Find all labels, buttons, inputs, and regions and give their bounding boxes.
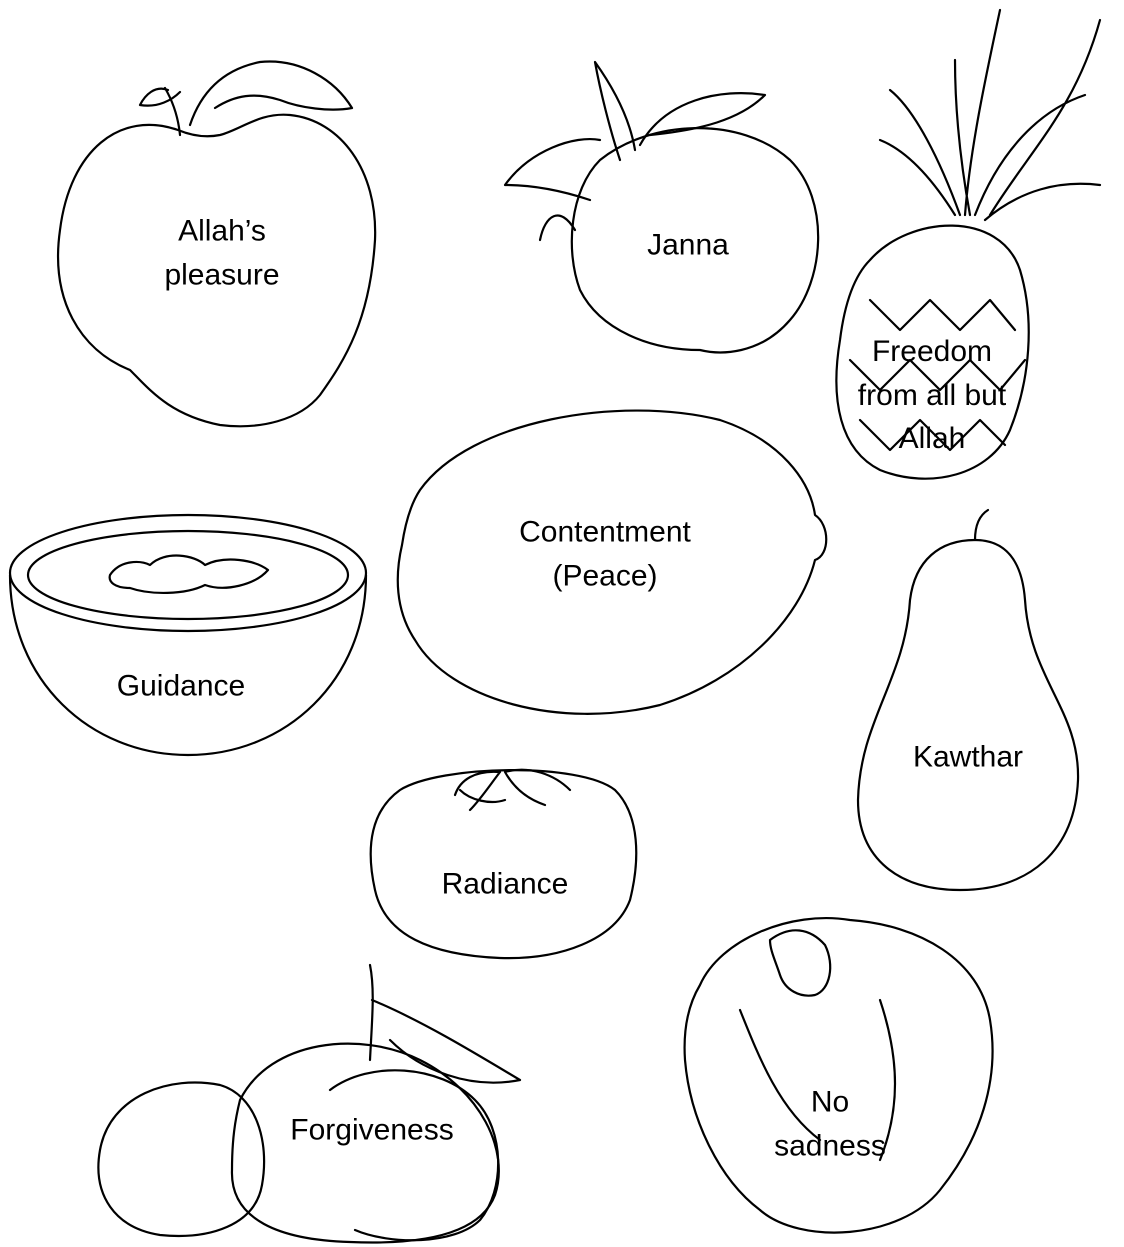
half-melon-label: Guidance xyxy=(116,669,246,703)
orange-outline xyxy=(505,62,818,352)
half-melon-outline xyxy=(10,515,366,755)
lemon-label: Contentment (Peace) xyxy=(519,515,691,592)
orange-label: Janna xyxy=(647,228,729,262)
tomato-label: Radiance xyxy=(441,867,569,901)
plums-outline xyxy=(98,965,520,1242)
pepper-outline xyxy=(685,918,993,1232)
plums-label: Forgiveness xyxy=(290,1113,454,1147)
papaya-outline xyxy=(858,510,1078,890)
papaya-label: Kawthar xyxy=(912,740,1024,774)
pepper-label: No sadness xyxy=(774,1085,886,1162)
pineapple-label: Freedom from all but Allah xyxy=(857,334,1007,455)
apple-label: Allah’s pleasure xyxy=(164,214,280,291)
